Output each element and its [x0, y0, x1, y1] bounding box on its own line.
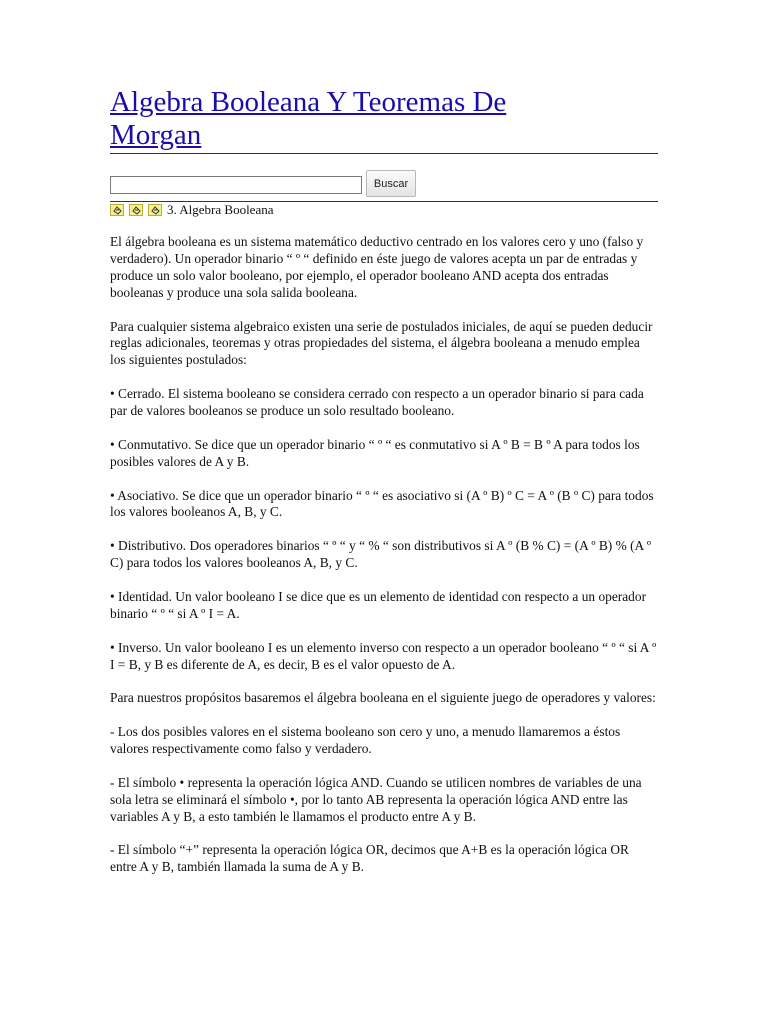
search-button[interactable]: Buscar: [366, 170, 416, 197]
paragraph: • Asociativo. Se dice que un operador binario “ º “ es asociativo si (A º B) º C = A º (B º C) para todos los valores booleanos A, B, y C.: [110, 487, 654, 520]
breadcrumb-text: 3. Algebra Booleana: [167, 202, 274, 217]
paragraph: • Conmutativo. Se dice que un operador binario “ º “ es conmutativo si A º B = B º A para todos los posibles valores de A y B.: [110, 436, 640, 469]
paragraph: • Identidad. Un valor booleano I se dice que es un elemento de identidad con respecto a un operador binario “ º “ si A º I = A.: [110, 588, 647, 621]
title-line-1: Algebra Booleana Y Teoremas De: [110, 86, 507, 118]
breadcrumb: [110, 202, 274, 218]
paragraph: • Cerrado. El sistema booleano se considera cerrado con respecto a un operador binario si para cada par de valores booleanos se produce un solo resultado booleano.: [110, 386, 644, 419]
paragraph: • Inverso. Un valor booleano I es un elemento inverso con respecto a un operador booleano “ º “ si A º I = B, y B es diferente de A, es decir, B es el valor opuesto de A.: [110, 639, 657, 672]
paragraph: Para nuestros propósitos basaremos el álgebra booleana en el siguiente juego de operadores y valores:: [110, 690, 656, 706]
paragraph: - El símbolo • representa la operación lógica AND. Cuando se utilicen nombres de variables de una sola letra se eliminará el símbolo •, por lo tanto AB representa la operación lógica AND entre las variables A y B, a esto también le llamamos el producto entre A y B.: [110, 774, 642, 824]
paragraph: - Los dos posibles valores en el sistema booleano son cero y uno, a menudo llamaremos a éstos valores respectivamente como falso y verdadero.: [110, 724, 621, 757]
page-title: [110, 86, 658, 152]
breadcrumb-marker-icon[interactable]: [129, 204, 143, 216]
breadcrumb-marker-icon[interactable]: [148, 204, 162, 216]
breadcrumb-marker-icon[interactable]: [110, 204, 124, 216]
paragraph: El álgebra booleana es un sistema matemático deductivo centrado en los valores cero y uno (falso y verdadero). Un operador binario “ º “ definido en éste juego de valores acepta un par de entradas y produce un solo valor booleano, por ejemplo, el operador booleano AND acepta dos entradas booleanas y produce una sola salida booleana.: [110, 234, 644, 300]
title-divider: [110, 153, 658, 154]
paragraph: Para cualquier sistema algebraico existen una serie de postulados iniciales, de aquí se pueden deducir reglas adicionales, teoremas y otras propiedades del sistema, el álgebra booleana a menudo emplea los siguientes postulados:: [110, 318, 653, 368]
paragraph: - El símbolo “+” representa la operación lógica OR, decimos que A+B es la operación lógica OR entre A y B, también llamada la suma de A y B.: [110, 842, 629, 875]
search-input[interactable]: [110, 176, 362, 194]
paragraph: • Distributivo. Dos operadores binarios “ º “ y “ % “ son distributivos si A º (B % C) = (A º B) % (A º C) para todos los valores booleanos A, B, y C.: [110, 538, 651, 571]
title-link[interactable]: [110, 86, 506, 151]
title-line-2: Morgan: [110, 119, 202, 151]
article-body: [110, 234, 658, 893]
